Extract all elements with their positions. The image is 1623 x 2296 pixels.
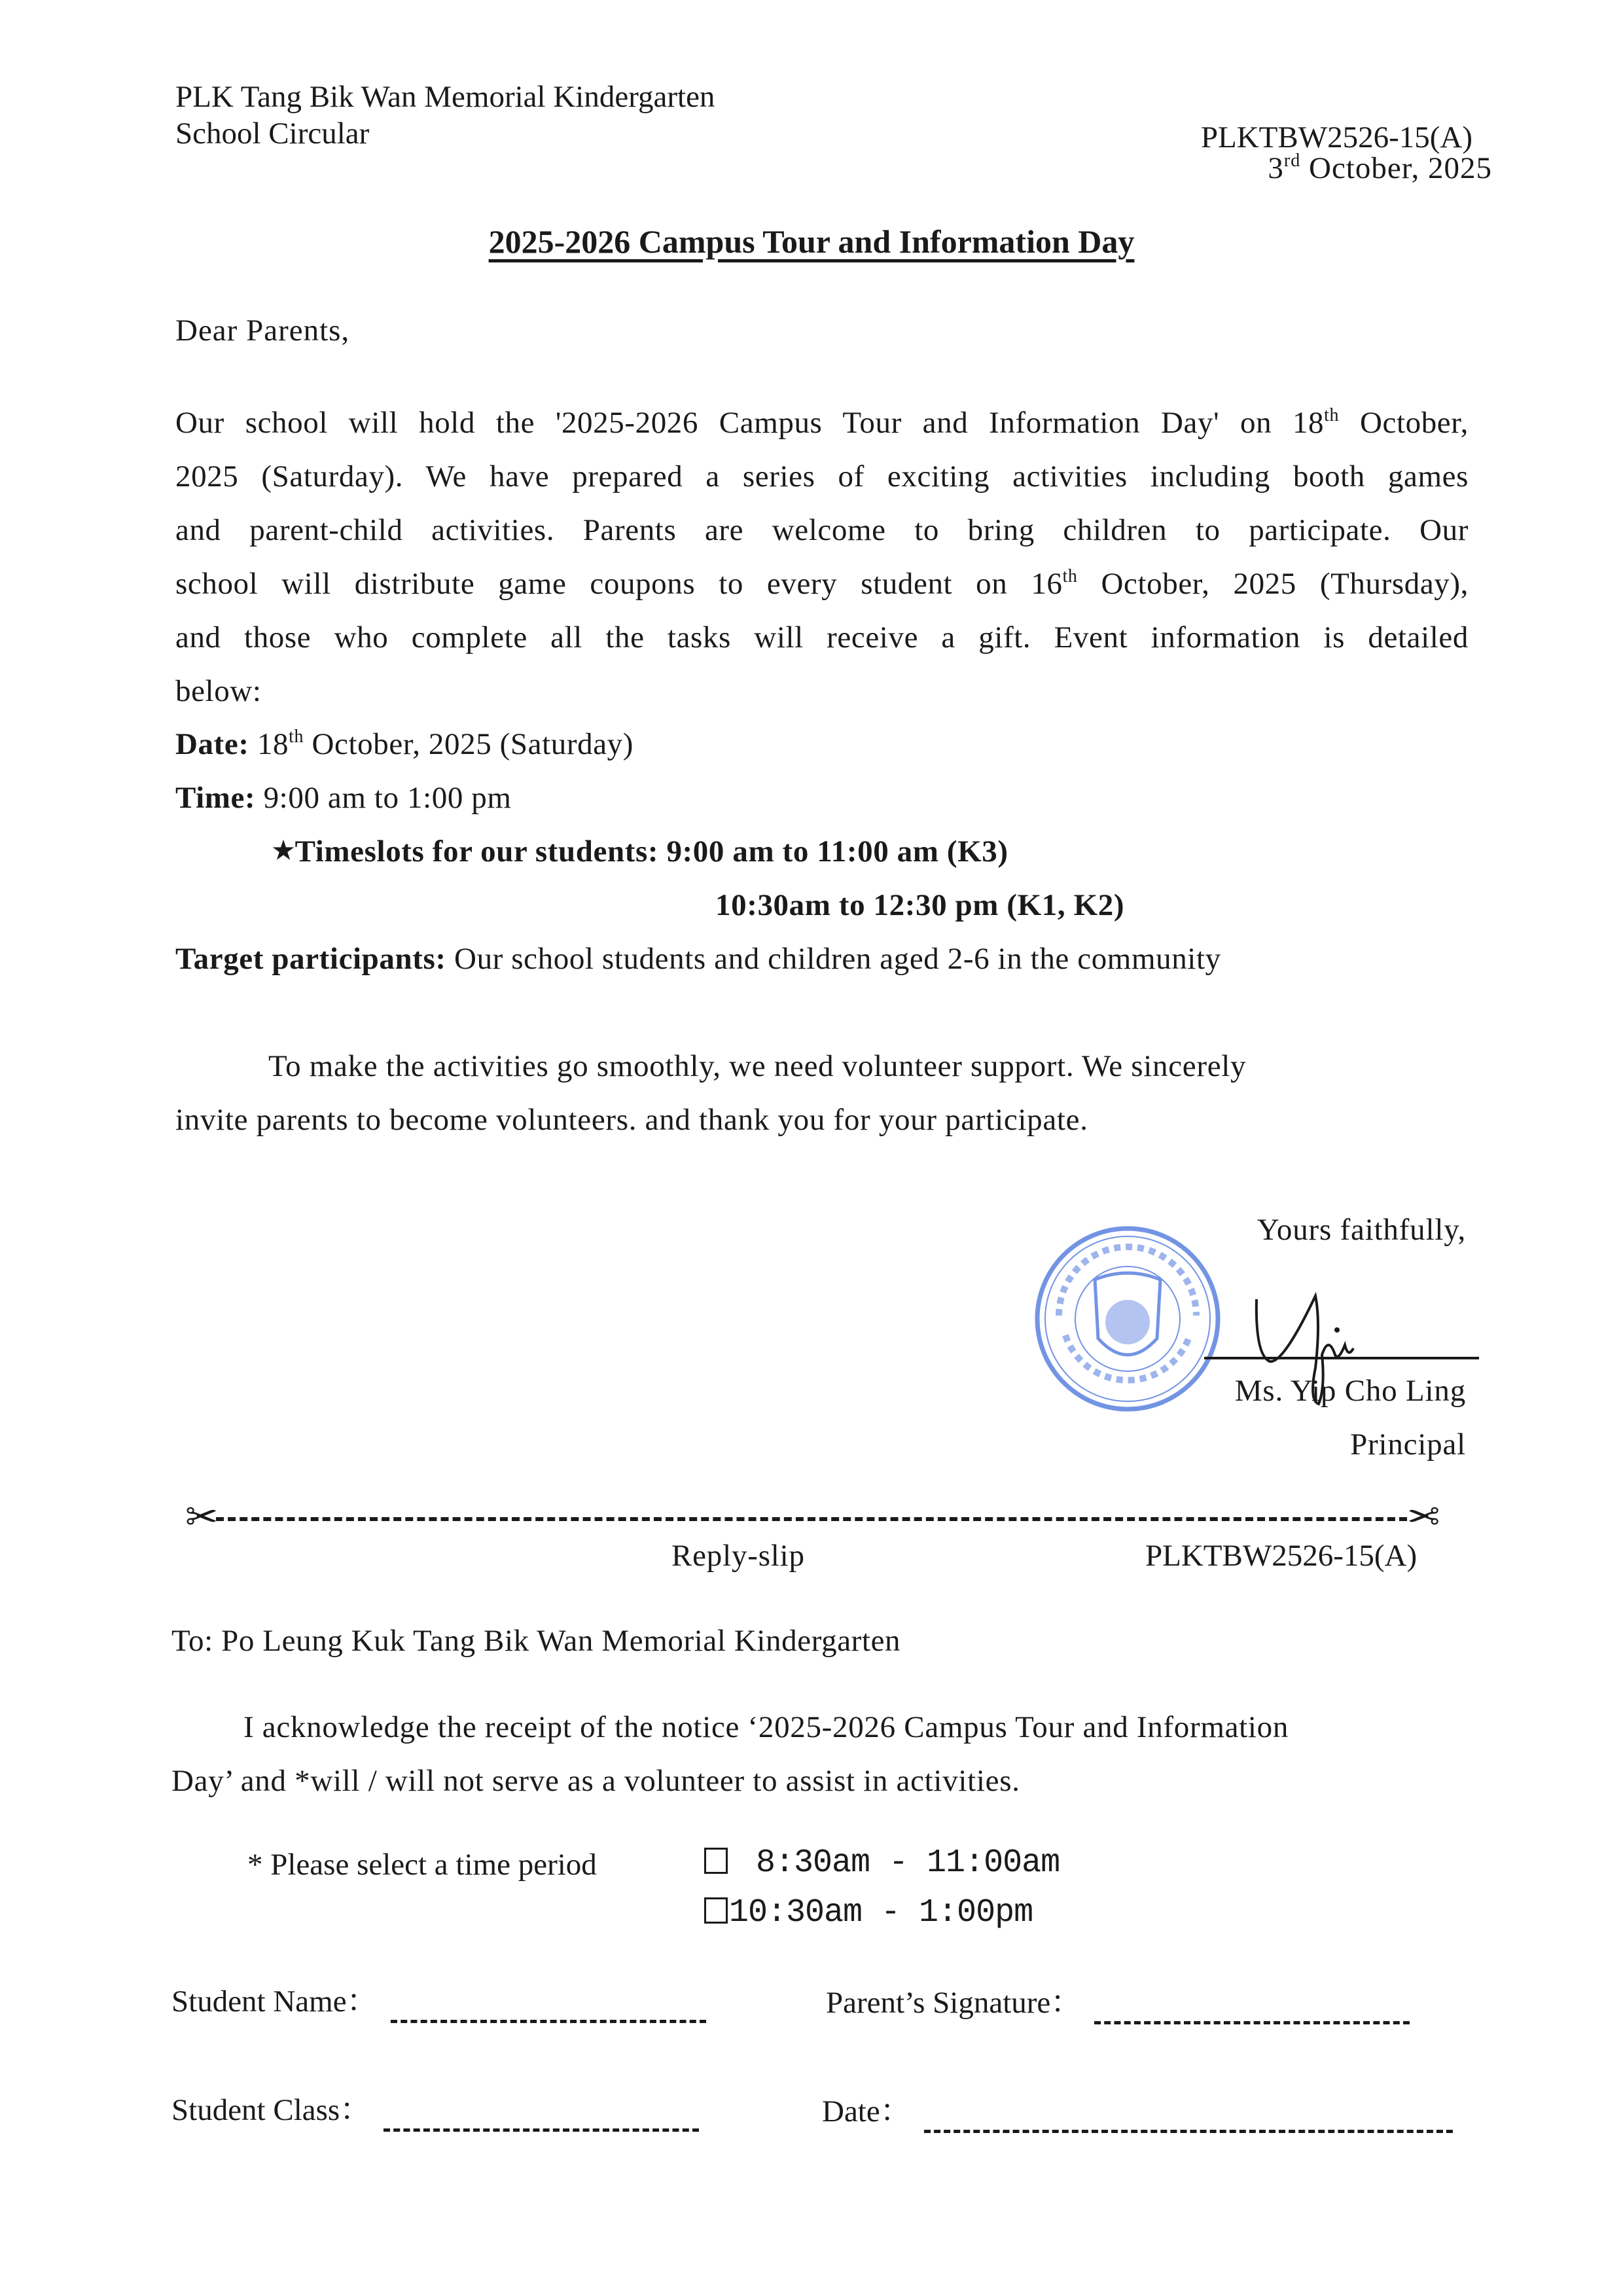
target-participants-value: Our school students and children aged 2-6 in the community	[446, 942, 1221, 976]
parent-signature-label: Parent’s Signature：	[826, 1986, 1082, 2020]
date-input[interactable]	[924, 2130, 1453, 2133]
intro-line-4	[175, 565, 1469, 602]
volunteer-line-1: To make the activities go smoothly, we need volunteer support. We sincerely	[268, 1049, 1247, 1083]
page-title: 2025-2026 Campus Tour and Information Day	[488, 223, 1135, 260]
scissors-icon: ✂	[185, 1496, 219, 1539]
checkbox-option-1[interactable]	[704, 1848, 728, 1874]
event-time	[175, 780, 512, 816]
date-suffix: rd	[1283, 151, 1301, 171]
star-icon: ★	[272, 837, 295, 865]
school-name: PLK Tang Bik Wan Memorial Kindergarten	[175, 80, 715, 114]
reply-recipient: To: Po Leung Kuk Tang Bik Wan Memorial Kindergarten	[171, 1624, 901, 1658]
principal-position: Principal	[1350, 1427, 1466, 1462]
student-name-field[interactable]	[171, 1977, 706, 2023]
event-date-value-a: 18	[249, 727, 289, 761]
time-option-2-label: 10:30am - 1:00pm	[729, 1894, 1033, 1931]
circular-date	[1268, 151, 1492, 186]
reference-number: PLKTBW2526-15(A)	[1200, 120, 1472, 154]
target-participants-label: Target participants:	[175, 942, 446, 976]
target-participants	[175, 941, 1221, 977]
intro-line-3: and parent-child activities. Parents are welcome to bring children to participate. Our	[175, 513, 1469, 547]
parent-signature-field[interactable]	[826, 1978, 1410, 2024]
reply-slip-reference: PLKTBW2526-15(A)	[1145, 1539, 1418, 1573]
event-date-value-b: October, 2025 (Saturday)	[304, 727, 634, 761]
school-stamp	[1033, 1224, 1222, 1414]
date-day: 3	[1268, 151, 1284, 185]
timeslots-second: 10:30am to 12:30 pm (K1, K2)	[715, 888, 1125, 922]
event-date-label: Date:	[175, 727, 249, 761]
student-class-label: Student Class：	[171, 2093, 371, 2127]
intro-line-2: 2025 (Saturday). We have prepared a series of exciting activities including booth games	[175, 459, 1469, 493]
timeslots	[272, 834, 1008, 869]
checkbox-option-2[interactable]	[704, 1897, 728, 1924]
intro-line-4-a: school will distribute game coupons to every student on 16	[175, 567, 1063, 601]
time-option-1-label: 8:30am - 11:00am	[737, 1844, 1060, 1882]
scissors-icon: ✂	[1407, 1496, 1440, 1539]
intro-line-6: below:	[175, 674, 262, 708]
time-period-label: * Please select a time period	[247, 1848, 597, 1882]
intro-line-5: and those who complete all the tasks will receive a gift. Event information is detailed	[175, 620, 1469, 655]
student-name-label: Student Name：	[171, 1984, 378, 2018]
event-time-value: 9:00 am to 1:00 pm	[255, 781, 512, 815]
intro-line-4-b: October, 2025 (Thursday),	[1077, 567, 1469, 601]
cut-line	[216, 1517, 1407, 1521]
acknowledge-line-1: I acknowledge the receipt of the notice ‘2025-2026 Campus Tour and Information	[243, 1710, 1289, 1744]
timeslots-label: Timeslots for our students: 9:00 am to 11:00 am (K3)	[294, 834, 1008, 869]
signature-line	[1204, 1357, 1479, 1359]
salutation: Dear Parents,	[175, 314, 350, 348]
intro-line-4-sup: th	[1062, 566, 1078, 586]
student-class-input[interactable]	[383, 2128, 699, 2132]
volunteer-line-2: invite parents to become volunteers. and thank you for your participate.	[175, 1103, 1088, 1137]
time-option-1[interactable]	[704, 1844, 1060, 1882]
date-field[interactable]	[822, 2087, 1453, 2133]
event-time-label: Time:	[175, 781, 256, 815]
closing: Yours faithfully,	[1257, 1213, 1466, 1247]
reply-slip-title: Reply-slip	[671, 1539, 805, 1573]
acknowledge-line-2: Day’ and *will / will not serve as a volunteer to assist in activities.	[171, 1764, 1020, 1798]
intro-line-1-b: October,	[1339, 406, 1469, 440]
principal-name: Ms. Yip Cho Ling	[1234, 1374, 1466, 1408]
event-date-value-sup: th	[289, 726, 304, 747]
intro-line-1	[175, 404, 1469, 441]
student-class-field[interactable]	[171, 2085, 699, 2132]
date-label: Date：	[822, 2094, 911, 2128]
doc-type: School Circular	[175, 117, 370, 151]
student-name-input[interactable]	[391, 2020, 706, 2023]
date-rest: October, 2025	[1300, 151, 1492, 185]
intro-line-1-a: Our school will hold the '2025-2026 Campus Tour and Information Day' on 18	[175, 406, 1325, 440]
intro-line-1-sup: th	[1324, 405, 1340, 425]
event-date	[175, 726, 633, 762]
time-option-2[interactable]	[704, 1894, 1033, 1931]
parent-signature-input[interactable]	[1094, 2021, 1410, 2024]
